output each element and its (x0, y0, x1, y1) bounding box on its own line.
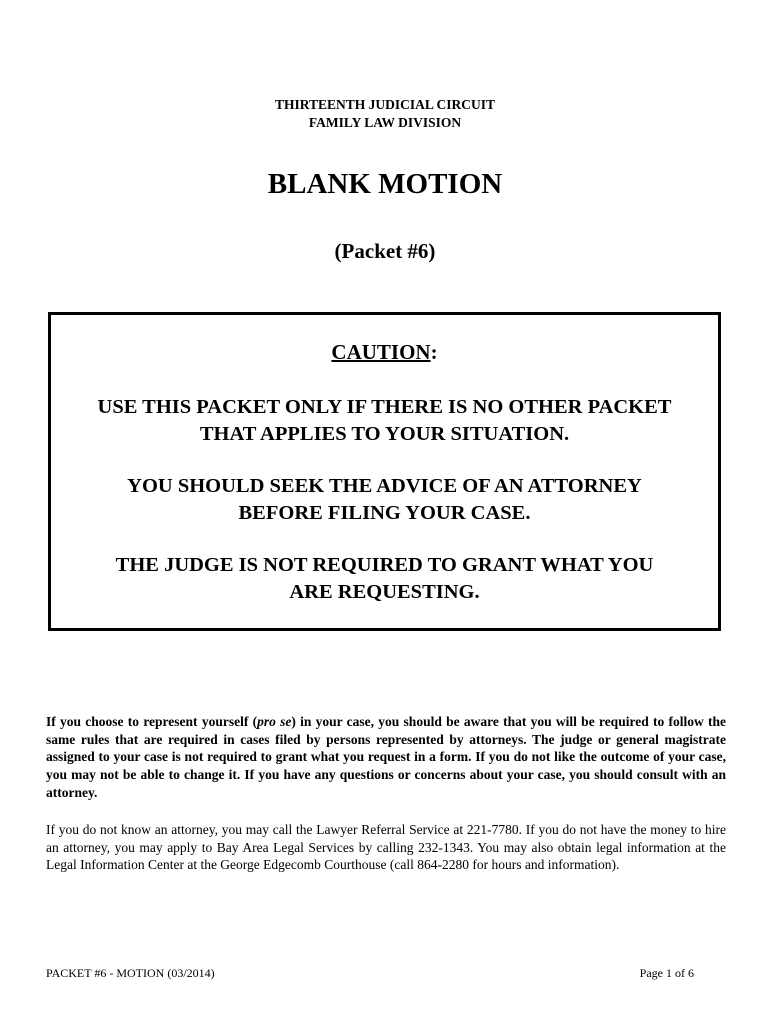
caution-line: BEFORE FILING YOUR CASE. (238, 502, 531, 524)
caution-line: THE JUDGE IS NOT REQUIRED TO GRANT WHAT YOU (115, 554, 654, 576)
pro-se-italic: pro se (257, 714, 292, 729)
court-name: THIRTEENTH JUDICIAL CIRCUIT (274, 97, 496, 112)
division-name: FAMILY LAW DIVISION (308, 115, 462, 130)
caution-line: YOU SHOULD SEEK THE ADVICE OF AN ATTORNEY (127, 475, 642, 497)
footer-packet-label: PACKET #6 - MOTION (03/2014) (46, 966, 215, 980)
caution-line: USE THIS PACKET ONLY IF THERE IS NO OTHER PACKET (97, 396, 672, 418)
caution-heading (51, 339, 718, 365)
document-title: BLANK MOTION (267, 168, 503, 200)
caution-line: ARE REQUESTING. (289, 581, 480, 603)
footer-page-number: Page 1 of 6 (639, 966, 694, 980)
pro-se-text-start: If you choose to represent yourself ( (46, 714, 258, 729)
pro-se-text-rest: ) in your case, you should be aware that you will be required to follow the same rules that are required in cases filed by persons represented by attorneys. The judge or general magistrate assigned to your case is not required to grant what you request in a form. If you do not like the outcome of your case, you may not be able to change it. If you have any questions or concerns about your case, you should consult with an attorney. (46, 714, 726, 800)
caution-box (48, 312, 721, 631)
caution-paragraph-2 (51, 473, 718, 527)
caution-paragraph-3 (51, 552, 718, 606)
caution-heading-text: CAUTION (331, 340, 431, 364)
packet-number: (Packet #6) (334, 239, 436, 263)
caution-heading-colon: : (430, 340, 438, 364)
legal-resources-paragraph: If you do not know an attorney, you may call the Lawyer Referral Service at 221-7780. If you do not have the money to hire an attorney, you may apply to Bay Area Legal Services by calling 232-1343. You may also obtain legal information at the Legal Information Center at the George Edgecomb Courthouse (call 864-2280 for hours and information). (46, 822, 726, 873)
caution-paragraph-1 (51, 394, 718, 448)
pro-se-warning-paragraph (46, 713, 726, 802)
caution-line: THAT APPLIES TO YOUR SITUATION. (199, 423, 570, 445)
